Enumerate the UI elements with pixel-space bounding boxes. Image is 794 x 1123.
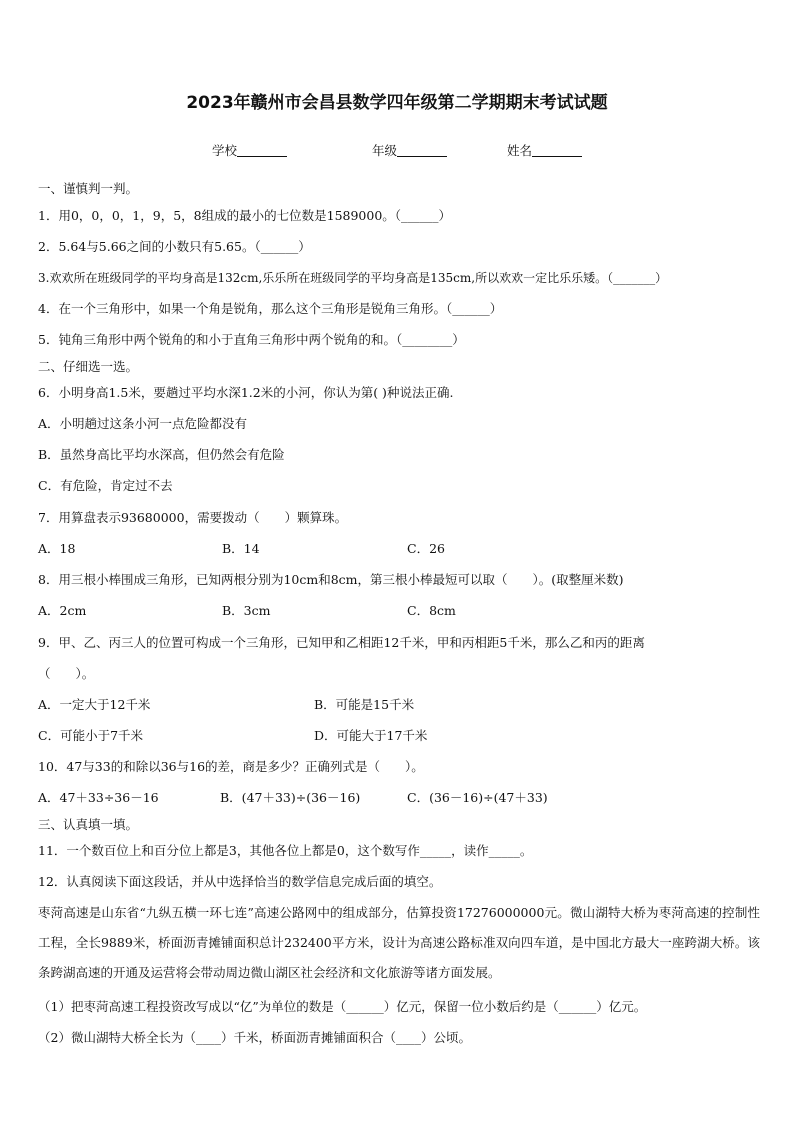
question-8-option-a: A．2cm bbox=[38, 603, 87, 618]
question-7-option-c: C．26 bbox=[407, 541, 445, 556]
question-7-option-a: A．18 bbox=[38, 541, 76, 556]
question-9-option-a: A．一定大于12千米 bbox=[38, 697, 151, 712]
question-10-option-c: C．(36－16)÷(47＋33) bbox=[407, 790, 548, 805]
question-8: 8．用三根小棒围成三角形，已知两根分别为10cm和8cm，第三根小棒最短可以取（ ）。(取整厘米数) bbox=[38, 572, 624, 587]
section-heading-judge: 一、谨慎判一判。 bbox=[38, 181, 139, 196]
school-field bbox=[212, 141, 287, 159]
question-6-option-c: C．有危险，肯定过不去 bbox=[38, 478, 173, 493]
question-9: 9．甲、乙、丙三人的位置可构成一个三角形，已知甲和乙相距12千米，甲和丙相距5千米，那么乙和丙的距离 bbox=[38, 635, 645, 650]
grade-label: 年级 bbox=[372, 143, 398, 158]
school-blank[interactable] bbox=[237, 144, 287, 157]
section-heading-fill: 三、认真填一填。 bbox=[38, 817, 139, 832]
name-blank[interactable] bbox=[532, 144, 582, 157]
question-1: 1．用0，0，0，1，9，5，8组成的最小的七位数是1589000。（______） bbox=[38, 208, 452, 223]
question-7: 7．用算盘表示93680000，需要拨动（ ）颗算珠。 bbox=[38, 510, 348, 525]
question-9-option-b: B．可能是15千米 bbox=[314, 697, 415, 712]
grade-blank[interactable] bbox=[397, 144, 447, 157]
question-4: 4．在一个三角形中，如果一个角是锐角，那么这个三角形是锐角三角形。（______） bbox=[38, 301, 503, 316]
question-12-passage: 枣菏高速是山东省“九纵五横一环七连”高速公路网中的组成部分，估算投资17276000000元。微山湖特大桥为枣菏高速的控制性工程，全长9889米，桥面沥青摊铺面积总计232400平方米，设计为高速公路标准双向四车道，是中国北方最大一座跨湖大桥。该条跨湖高速的开通及运营将会带动周边微山湖区社会经济和文化旅游等诸方面发展。 bbox=[38, 905, 760, 980]
question-10-option-b: B．(47＋33)÷(36－16) bbox=[220, 790, 361, 805]
question-9-continuation: （ ）。 bbox=[38, 666, 95, 681]
question-5: 5．钝角三角形中两个锐角的和小于直角三角形中两个锐角的和。（________） bbox=[38, 332, 465, 347]
question-10-option-a: A．47＋33÷36－16 bbox=[38, 790, 159, 805]
question-6-option-b: B．虽然身高比平均水深高，但仍然会有危险 bbox=[38, 447, 285, 462]
question-8-option-c: C．8cm bbox=[407, 603, 456, 618]
question-12-part-2: （2）微山湖特大桥全长为（____）千米，桥面沥青摊铺面积合（____）公顷。 bbox=[38, 1030, 471, 1045]
grade-field bbox=[372, 141, 447, 159]
question-9-option-c: C．可能小于7千米 bbox=[38, 728, 144, 743]
question-11: 11．一个数百位上和百分位上都是3，其他各位上都是0，这个数写作_____，读作_____。 bbox=[38, 843, 533, 858]
name-label: 姓名 bbox=[507, 143, 533, 158]
section-heading-choose: 二、仔细选一选。 bbox=[38, 359, 139, 374]
question-2: 2．5.64与5.66之间的小数只有5.65。（______） bbox=[38, 239, 311, 254]
question-9-option-d: D．可能大于17千米 bbox=[314, 728, 428, 743]
question-12-part-1: （1）把枣菏高速工程投资改写成以“亿”为单位的数是（______）亿元，保留一位小数后约是（______）亿元。 bbox=[38, 999, 647, 1014]
question-7-option-b: B．14 bbox=[222, 541, 260, 556]
question-6-option-a: A．小明趟过这条小河一点危险都没有 bbox=[38, 416, 248, 431]
question-8-option-b: B．3cm bbox=[222, 603, 271, 618]
page-title: 2023年赣州市会昌县数学四年级第二学期期末考试试题 bbox=[186, 93, 608, 113]
question-10: 10．47与33的和除以36与16的差，商是多少？正确列式是（ ）。 bbox=[38, 759, 424, 774]
name-field bbox=[507, 141, 582, 159]
question-12: 12．认真阅读下面这段话，并从中选择恰当的数学信息完成后面的填空。 bbox=[38, 874, 442, 889]
school-label: 学校 bbox=[212, 143, 238, 158]
question-6: 6．小明身高1.5米，要趟过平均水深1.2米的小河，你认为第( )种说法正确. bbox=[38, 385, 454, 400]
question-3: 3.欢欢所在班级同学的平均身高是132cm,乐乐所在班级同学的平均身高是135cm,所以欢欢一定比乐乐矮。（_______） bbox=[38, 271, 668, 285]
